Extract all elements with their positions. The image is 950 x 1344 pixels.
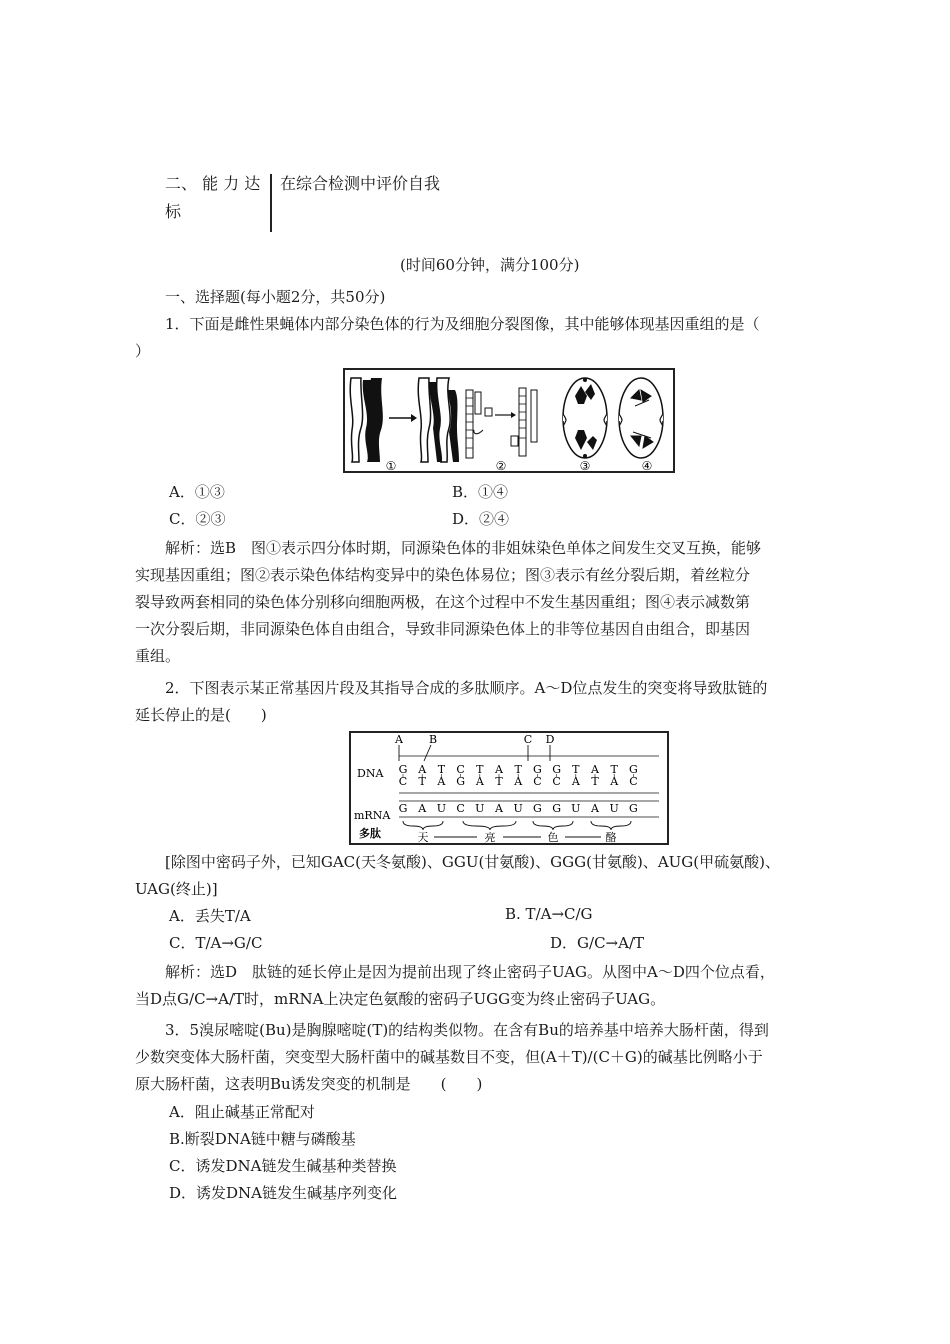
dna-top-base: G xyxy=(533,763,542,776)
amino-acid-4: 酪 xyxy=(605,831,617,843)
q1-analysis-line4: 一次分裂后期，非同源染色体自由组合，导致非同源染色体上的非等位基因自由组合，即基因 xyxy=(135,620,751,638)
mrna-base: U xyxy=(571,802,581,815)
q1-option-c: C．②③ xyxy=(169,510,226,528)
dna-bottom-base: G xyxy=(456,775,465,788)
dna-bottom-base: T xyxy=(495,775,503,788)
dna-top-base: T xyxy=(610,763,618,776)
dna-top-base: C xyxy=(456,763,465,776)
q2-option-c: C．T/A→G/C xyxy=(169,934,263,952)
q2-stem-line2: 延长停止的是( ) xyxy=(135,706,267,724)
mrna-base: U xyxy=(609,802,619,815)
q1-option-b: B．①④ xyxy=(452,483,509,501)
dna-top-base: T xyxy=(572,763,580,776)
row-label-dna: DNA xyxy=(357,767,384,780)
q2-figure xyxy=(349,731,669,845)
dna-top-base: T xyxy=(514,763,522,776)
mrna-base: A xyxy=(591,802,599,815)
mrna-base: G xyxy=(629,802,638,815)
mrna-base: U xyxy=(513,802,523,815)
amino-acid-3: 色 xyxy=(547,831,559,843)
mrna-base: G xyxy=(552,802,561,815)
mrna-base: A xyxy=(418,802,427,815)
mrna-base: G xyxy=(533,802,542,815)
q3-option-a: A．阻止碱基正常配对 xyxy=(169,1103,315,1121)
q2-option-d: D．G/C→A/T xyxy=(550,934,644,952)
dna-bottom-base: A xyxy=(514,775,523,788)
section-divider xyxy=(270,174,272,232)
dna-bottom-base: A xyxy=(437,775,446,788)
section-subtitle: 在综合检测中评价自我 xyxy=(280,174,441,193)
dna-top-base: A xyxy=(418,763,427,776)
part-heading: 一、选择题(每小题2分，共50分) xyxy=(165,288,386,306)
chromosome-figure xyxy=(345,370,673,471)
site-label-b: B xyxy=(428,733,438,746)
amino-acid-1: 天 xyxy=(417,831,429,843)
q1-stem-line1: 1．下面是雌性果蝇体内部分染色体的行为及细胞分裂图像，其中能够体现基因重组的是（ xyxy=(165,315,760,333)
dna-bottom-base: C xyxy=(629,775,638,788)
q2-option-b: B. T/A→C/G xyxy=(505,905,593,923)
dna-top-base: A xyxy=(495,763,503,776)
mrna-base: G xyxy=(398,802,408,815)
row-label-peptide: 多肽 xyxy=(359,827,381,840)
dna-bottom-base: C xyxy=(398,775,408,788)
mrna-base: U xyxy=(475,802,485,815)
dna-bottom-base: C xyxy=(552,775,561,788)
q3-option-c: C．诱发DNA链发生碱基种类替换 xyxy=(169,1157,397,1175)
mrna-base: A xyxy=(495,802,503,815)
q1-option-a: A．①③ xyxy=(169,483,225,501)
dna-bottom-base: T xyxy=(418,775,426,788)
mrna-base: C xyxy=(456,802,465,815)
time-info: (时间60分钟，满分100分) xyxy=(400,256,580,274)
q1-analysis-line2: 实现基因重组；图②表示染色体结构变异中的染色体易位；图③表示有丝分裂后期，着丝粒分 xyxy=(135,566,751,584)
dna-top-base: T xyxy=(437,763,446,776)
q1-figure xyxy=(343,368,675,473)
q1-analysis-line3: 裂导致两套相同的染色体分别移向细胞两极，在这个过程中不发生基因重组；图④表示减数第 xyxy=(135,593,751,611)
section-number-title: 二、 能 力 达 xyxy=(165,174,261,193)
dna-top-base: G xyxy=(552,763,561,776)
dna-bottom-base: A xyxy=(610,775,619,788)
q2-note-line2: UAG(终止)] xyxy=(135,880,218,898)
q2-option-a: A．丢失T/A xyxy=(169,907,251,925)
q3-stem-line3: 原大肠杆菌，这表明Bu诱发突变的机制是 ( ) xyxy=(135,1075,483,1093)
q3-option-b: B.断裂DNA链中糖与磷酸基 xyxy=(169,1130,356,1148)
q3-stem-line1: 3．5溴尿嘧啶(Bu)是胸腺嘧啶(T)的结构类似物。在含有Bu的培养基中培养大肠杆菌，得到 xyxy=(165,1021,769,1039)
site-label-d: D xyxy=(545,733,555,746)
row-label-mrna: mRNA xyxy=(354,809,391,822)
q1-stem-line2: ） xyxy=(135,342,151,360)
dna-bottom-base: T xyxy=(591,775,599,788)
q2-stem-line1: 2．下图表示某正常基因片段及其指导合成的多肽顺序。A～D位点发生的突变将导致肽链的 xyxy=(165,679,768,697)
dna-top-base: G xyxy=(629,763,638,776)
site-label-c: C xyxy=(523,733,533,746)
q1-analysis-line5: 重组。 xyxy=(135,647,181,665)
dna-bottom-base: A xyxy=(571,775,580,788)
q1-analysis-line1: 解析：选B 图①表示四分体时期，同源染色体的非姐妹染色单体之间发生交叉互换，能够 xyxy=(165,539,762,557)
dna-top-base: G xyxy=(398,763,408,776)
dna-top-base: A xyxy=(591,763,599,776)
figure-label-4: ④ xyxy=(641,459,653,471)
q3-option-d: D．诱发DNA链发生碱基序列变化 xyxy=(169,1184,398,1202)
q2-analysis-line1: 解析：选D 肽链的延长停止是因为提前出现了终止密码子UAG。从图中A～D四个位点看， xyxy=(165,963,775,981)
dna-mrna-figure xyxy=(351,733,667,843)
mrna-base: U xyxy=(436,802,447,815)
amino-acid-2: 亮 xyxy=(484,831,496,843)
q3-stem-line2: 少数突变体大肠杆菌，突变型大肠杆菌中的碱基数目不变，但(A＋T)/(C＋G)的碱基比例略小于 xyxy=(135,1048,763,1066)
figure-label-1: ① xyxy=(385,459,397,471)
dna-bottom-base: C xyxy=(533,775,542,788)
q2-analysis-line2: 当D点G/C→A/T时，mRNA上决定色氨酸的密码子UGG变为终止密码子UAG。 xyxy=(135,990,666,1008)
site-label-a: A xyxy=(395,733,403,746)
figure-label-2: ② xyxy=(495,459,507,471)
dna-bottom-base: A xyxy=(475,775,484,788)
q2-note-line1: [除图中密码子外，已知GAC(天冬氨酸)、GGU(甘氨酸)、GGG(甘氨酸)、AUG(甲硫氨酸)、 xyxy=(165,853,780,871)
figure-label-3: ③ xyxy=(579,459,591,471)
section-number-title-cont: 标 xyxy=(165,202,182,221)
q1-option-d: D．②④ xyxy=(452,510,510,528)
dna-top-base: T xyxy=(476,763,484,776)
